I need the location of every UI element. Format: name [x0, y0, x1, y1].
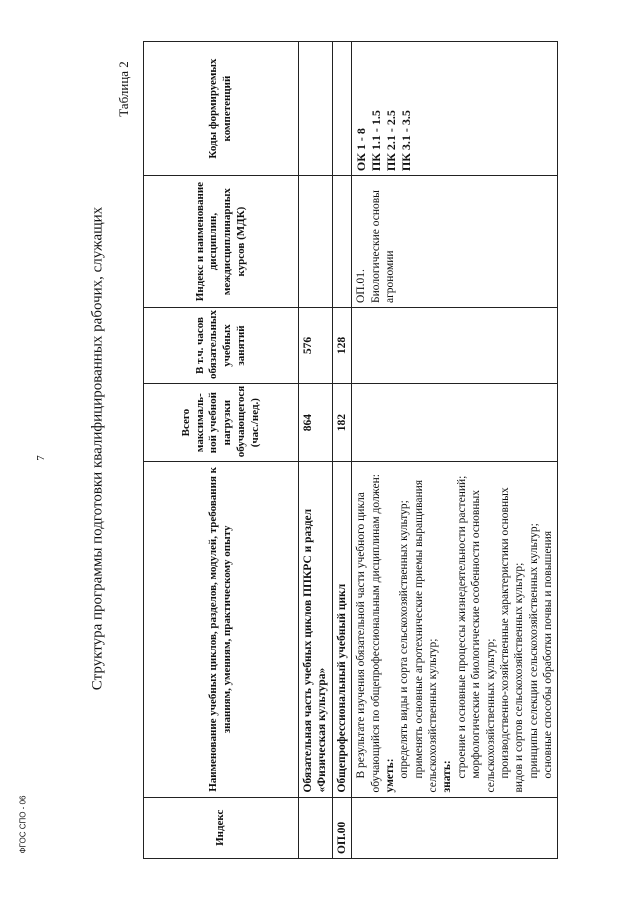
row-competencies [332, 42, 351, 176]
detail-discipline [352, 176, 558, 308]
detail-max-load [352, 384, 558, 462]
row-max-load: 864 [299, 384, 333, 462]
competency-code: ПК 3.1 - 3.5 [399, 110, 414, 172]
requirement-text: применять основные агротехнические приемы выращивания сельскохозяйственных культур; [412, 479, 439, 793]
detail-required-hours [352, 308, 558, 384]
document-title: Структура программы подготовки квалифицированных рабочих, служащих [89, 206, 106, 691]
requirement-text: строение и основные процессы жизнедеятельности растений; [455, 475, 468, 779]
row-name: Обязательная часть учебных циклов ППКРС и раздел «Физическая культура» [299, 462, 333, 797]
competency-code: ОК 1 - 8 [354, 128, 369, 172]
detail-competencies [352, 42, 558, 176]
footer-label: ФГОС СПО - 06 [18, 795, 28, 854]
detail-requirements [352, 462, 558, 797]
page-number: 7 [34, 455, 47, 461]
row-competencies [299, 42, 333, 176]
row-max-load: 182 [332, 384, 351, 462]
table-row [299, 42, 333, 859]
row-name: Общепрофессиональный учебный цикл [332, 462, 351, 797]
row-required-hours: 128 [332, 308, 351, 384]
requirement-text: производственно-хозяйственные характеристики основных видов и сортов сельскохозяйственных культур; [498, 487, 526, 793]
detail-index [352, 797, 558, 858]
header-name: Наименование учебных циклов, разделов, модулей, требования к знаниям, умениям, практическому опыту [144, 462, 299, 797]
header-max-load: Всего максималь-ной учебной нагрузки обучающегося (час./нед.) [144, 384, 299, 462]
structure-table-container [143, 41, 633, 859]
row-required-hours: 576 [299, 308, 333, 384]
requirement-text: определять виды и сорта сельскохозяйственных культур; [398, 500, 411, 779]
structure-table [143, 41, 558, 859]
discipline-name: Биологические основы агрономии [369, 190, 396, 304]
discipline-code: ОП.01. [355, 269, 368, 304]
requirement-text: принципы селекции сельскохозяйственных культур; [527, 523, 540, 779]
header-competencies: Коды формируемых компетенций [144, 42, 299, 176]
requirement-text: морфологические и биологические особенности основных сельскохозяйственных культур; [470, 490, 497, 793]
requirement-heading: уметь: [383, 758, 396, 793]
competency-code: ПК 2.1 - 2.5 [384, 110, 399, 172]
requirement-text: В результате изучения обязательной части учебного цикла обучающийся по общепрофессиональным дисциплинам должен: [355, 474, 382, 793]
row-index [299, 797, 333, 858]
requirement-heading: знать: [441, 760, 454, 793]
table-header-row [144, 42, 299, 859]
table-row-detail [352, 42, 558, 859]
header-index: Индекс [144, 797, 299, 858]
row-disciplines [299, 176, 333, 308]
table-row [332, 42, 351, 859]
competency-code: ПК 1.1 - 1.5 [369, 110, 384, 172]
row-disciplines [332, 176, 351, 308]
header-disciplines: Индекс и наименование дисциплин, междисциплинарных курсов (МДК) [144, 176, 299, 308]
table-caption: Таблица 2 [115, 61, 131, 117]
requirement-text: основные способы обработки почвы и повышения [542, 530, 554, 779]
header-required-hours: В т.ч. часов обязательных учебных занятий [144, 308, 299, 384]
row-index: ОП.00 [332, 797, 351, 858]
